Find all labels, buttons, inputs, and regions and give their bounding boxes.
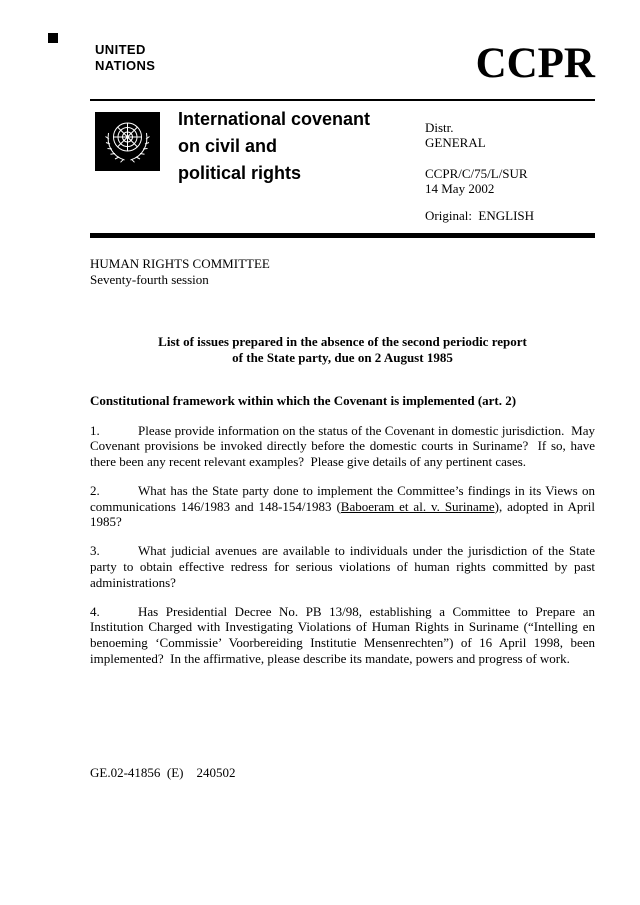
case-citation: Baboeram et al. v. Suriname [340,498,495,514]
section-divider [90,233,595,238]
paragraph-1-number: 1. [90,422,100,438]
covenant-title-line1: International covenant [178,109,371,129]
distr-label: Distr. [425,120,454,135]
un-emblem-icon [95,112,160,171]
paragraph-3-number: 3. [90,543,100,559]
paragraph-3-text: What judicial avenues are available to individuals under the jurisdiction of the State party to obtain effective redress for serious violations of human rights committed by past administrations? [90,543,599,590]
covenant-title [178,106,370,187]
paragraph-4-text: Has Presidential Decree No. PB 13/98, establishing a Committee to Prepare an Institution Charged with Investigating Violations of Human Rights in Suriname (“Intelling en benoeming ‘Commissie’ Voorbereiding Institutie Mensenrechten”) of 16 April 1998, been implemented? In the affirmative, please describe its mandate, powers and progress of work. [90,603,599,667]
document-title-line2: of the State party, due on 2 August 1985 [232,350,453,365]
doc-meta [425,120,534,223]
covenant-title-line3: political rights [178,163,302,183]
paragraph-1-text: Please provide information on the status of the Covenant in domestic jurisdiction. May Covenant provisions be invoked directly before the domestic courts in Suriname? If so, have there been any recent relevant examples? Please give details of any pertinent cases. [90,422,599,470]
doc-date: 14 May 2002 [425,181,495,196]
document-title [90,334,595,366]
org-name-line2: NATIONS [95,58,156,73]
header-divider [90,99,595,101]
doc-original-language: Original: ENGLISH [425,208,535,223]
session-name: Seventy-fourth session [90,271,209,287]
document-title-line1: List of issues prepared in the absence of the second periodic report [158,334,527,349]
section-heading: Constitutional framework within which the Covenant is implemented (art. 2) [90,393,517,408]
corner-mark [48,33,58,43]
footer-reference: GE.02-41856 (E) 240502 [90,765,236,780]
committee-name: HUMAN RIGHTS COMMITTEE [90,256,270,271]
paragraph-4-number: 4. [90,603,100,619]
document-body [90,256,599,680]
org-name [95,42,155,74]
distr-value: GENERAL [425,135,486,150]
doc-symbol: CCPR/C/75/L/SUR [425,166,528,181]
covenant-title-line2: on civil and [178,136,278,156]
paragraph-2-number: 2. [90,482,100,498]
paragraph-4 [90,603,599,667]
paragraph-1 [90,422,599,470]
paragraph-2-text-pre: What has the State party done to implement the Committee’s findings in its Views on communications 146/1983 and 148-154/1983 ( [90,482,599,514]
doc-code-heading: CCPR [475,40,595,87]
org-name-line1: UNITED [95,42,146,57]
paragraph-2 [90,482,599,530]
paragraph-3 [90,543,599,590]
paragraph-2-text-post: ), adopted in April 1985? [90,498,599,530]
